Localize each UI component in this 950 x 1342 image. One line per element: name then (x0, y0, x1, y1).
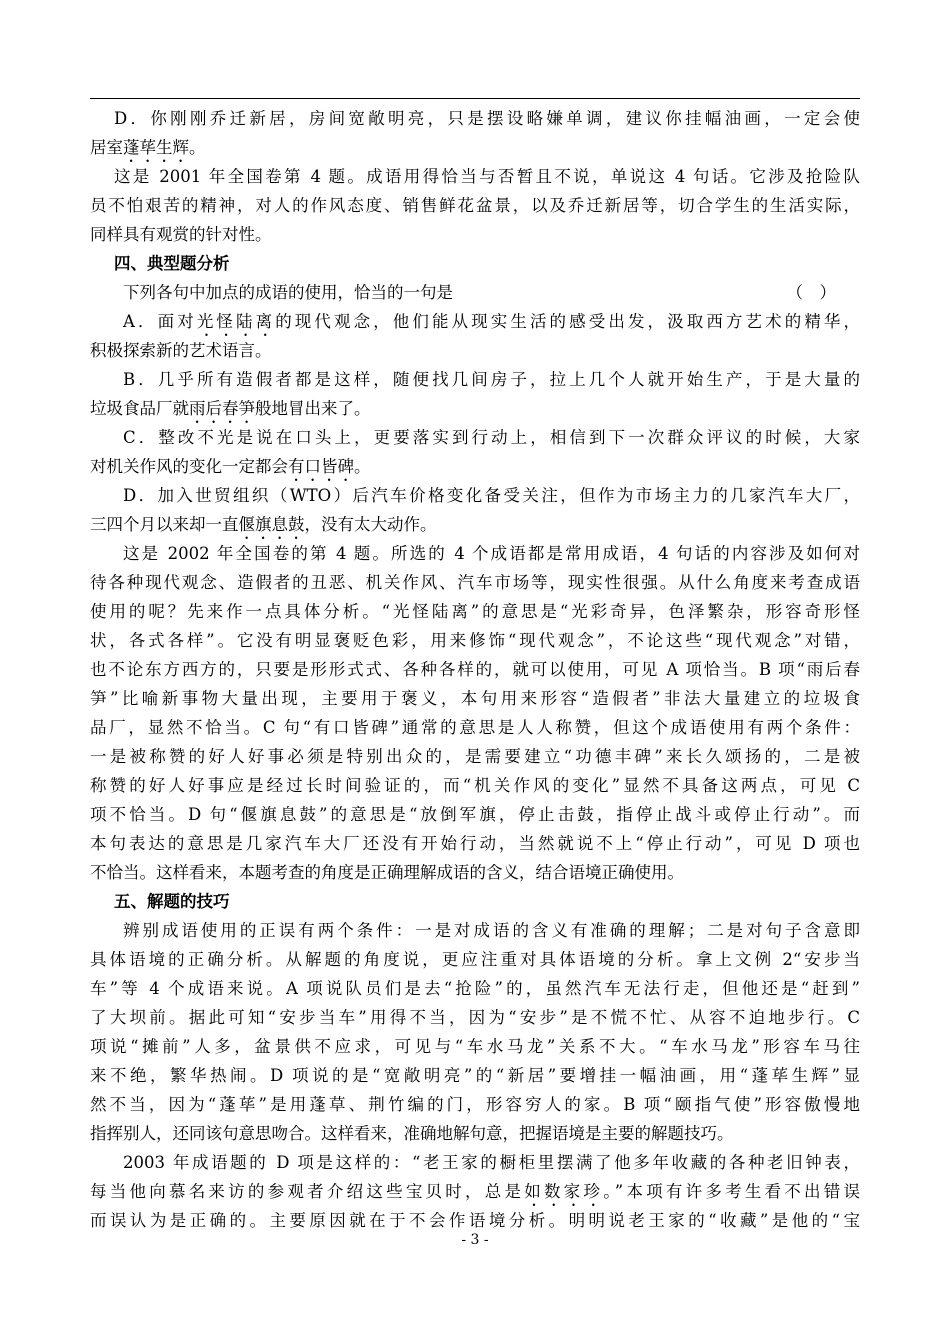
technique-line: 辨别成语使用的正误有两个条件：一是对成语的含义有准确的理解；二是对句子含意即 (123, 921, 860, 940)
text: 。 (189, 138, 206, 157)
example-2003-line-2 (90, 1177, 860, 1206)
dotted-idiom: 蓬荜生辉 (123, 138, 189, 157)
comment-2001-line: 这是 2001 年全国卷第 4 题。成语用得恰当与否暂且不说，单说这 4 句话。它涉及抢险队 (114, 167, 860, 186)
text: 。”本项有许多考生看不出错误 (603, 1182, 861, 1201)
analysis-line: 称赞的好人好事应是经过长时间验证的，而“机关作风的变化”显然不具备这两点，可见 C (90, 776, 860, 795)
comment-2001-line: 同样具有观赏的针对性。 (90, 225, 272, 244)
header-rule (90, 98, 860, 99)
option-b-line-2 (90, 394, 860, 423)
text: 每当他向慕名来访的参观者介绍这些宝贝时，总是 (90, 1182, 525, 1201)
example-2003-line-3: 而误认为是正确的。主要原因就在于不会作语境分析。明明说老王家的“收藏”是他的“宝 (90, 1211, 860, 1230)
dotted-idiom: 如数家珍 (524, 1182, 604, 1201)
technique-line: 车”等 4 个成语来说。A 项说队员们是去“抢险”的，虽然汽车无法行走，但他还是“赶到” (90, 979, 860, 998)
technique-line: 来不绝，繁华热闹。D 项说的是“宽敞明亮”的“新居”要增挂一幅油画，用“蓬荜生辉”显 (90, 1066, 860, 1085)
example-2003-line-1: 2003 年成语题的 D 项是这样的：“老王家的橱柜里摆满了他多年收藏的各种老旧钟表， (123, 1153, 860, 1172)
answer-bracket: （ ） (786, 283, 836, 302)
section-5-heading: 五、解题的技巧 (114, 892, 230, 911)
page-number: - 3 - (461, 1232, 489, 1248)
option-b-line-1: B．几乎所有造假者都是这样，随便找几间房子，拉上几个人就开始生产，于是大量的 (123, 370, 860, 389)
analysis-line: 状，各式各样”。它没有明显褒贬色彩，用来修饰“现代观念”，不论这些“现代观念”对错， (90, 631, 860, 650)
text: 垃圾食品厂就 (90, 399, 189, 418)
option-c-line-1: C．整改不光是说在口头上，更要落实到行动上，相信到下一次群众评议的时候，大家 (123, 428, 860, 447)
option-a-line-1 (90, 307, 860, 336)
analysis-line: 不恰当。这样看来，本题考查的角度是正确理解成语的含义，结合语境正确使用。 (90, 863, 684, 882)
dotted-idiom: 有口皆碑 (288, 457, 354, 476)
text: 对机关作风的变化一定都会 (90, 457, 288, 476)
text: 般地冒出来了。 (255, 399, 371, 418)
analysis-line: 项不恰当。D 句“偃旗息鼓”的意思是“放倒军旗，停止击鼓，指停止战斗或停止行动”。而 (90, 805, 860, 824)
technique-line: 项说“摊前”人多，盆景供不应求，可见与“车水马龙”关系不大。“车水马龙”形容车马往 (90, 1037, 860, 1056)
dotted-idiom: 光怪陆离 (196, 312, 276, 331)
text: ，没有太大动作。 (304, 515, 437, 534)
analysis-line: 待各种现代观念、造假者的丑恶、机关作风、汽车市场等，现实性很强。从什么角度来考查成语 (90, 573, 860, 592)
text: 。 (354, 457, 371, 476)
option-a-line-2: 积极探索新的艺术语言。 (90, 341, 272, 360)
analysis-line: 品厂，显然不恰当。C 句“有口皆碑”通常的意思是人人称赞，但这个成语使用有两个条件： (90, 718, 860, 737)
technique-line: 指挥别人，还同该句意思吻合。这样看来，准确地解句意，把握语境是主要的解题技巧。 (90, 1124, 734, 1143)
prev-option-d-line-1: D．你刚刚乔迁新居，房间宽敞明亮，只是摆设略嫌单调，建议你挂幅油画，一定会使 (114, 109, 860, 128)
technique-line: 然不当，因为“蓬荜”是用蓬草、荆竹编的门，形容穷人的家。B 项“颐指气使”形容傲慢地 (90, 1095, 860, 1114)
analysis-line: 本句表达的意思是几家汽车大厂还没有开始行动，当然就说不上“停止行动”，可见 D 项也 (90, 834, 860, 853)
option-c-line-2 (90, 452, 860, 481)
text: 的现代观念，他们能从现实生活的感受出发，汲取西方艺术的精华， (275, 312, 861, 331)
technique-line: 了大坝前。据此可知“安步当车”用得不当，因为“安步”是不慌不忙、从容不迫地步行。C (90, 1008, 860, 1027)
dotted-idiom: 雨后春笋 (189, 399, 255, 418)
text: 居室 (90, 138, 123, 157)
text: 三四个月以来却一直 (90, 515, 239, 534)
analysis-line: 也不论东方西方的，只要是形形式式、各种各样的，就可以使用，可见 A 项恰当。B 项“雨后春 (90, 660, 860, 679)
option-d-line-1: D．加入世贸组织（WTO）后汽车价格变化备受关注，但作为市场主力的几家汽车大厂， (123, 486, 860, 505)
analysis-line: 这是 2002 年全国卷的第 4 题。所选的 4 个成语都是常用成语，4 句话的内容涉及如何对 (123, 544, 860, 563)
analysis-line: 一是被称赞的好人好事必须是特别出众的，是需要建立“功德丰碑”来长久颂扬的，二是被 (90, 747, 860, 766)
section-4-heading: 四、典型题分析 (114, 254, 230, 273)
analysis-line: 使用的呢？先来作一点具体分析。“光怪陆离”的意思是“光彩奇异，色泽繁杂，形容奇形怪 (90, 602, 860, 621)
prev-option-d-line-2 (90, 133, 860, 162)
option-d-line-2 (90, 510, 860, 539)
technique-line: 具体语境的正确分析。从解题的角度说，更应注重对具体语境的分析。拿上文例 2“安步当 (90, 950, 860, 969)
dotted-idiom: 偃旗息鼓 (238, 515, 305, 534)
text: A．面对 (123, 312, 197, 331)
comment-2001-line: 员不怕艰苦的精神，对人的作风态度、销售鲜花盆景，以及乔迁新居等，切合学生的生活实际， (90, 196, 860, 215)
analysis-line: 笋”比喻新事物大量出现，主要用于褒义，本句用来形容“造假者”非法大量建立的垃圾食 (90, 689, 860, 708)
question-stem (90, 278, 860, 307)
document-body (90, 104, 860, 1235)
question-text: 下列各句中加点的成语的使用，恰当的一句是 (123, 283, 453, 302)
